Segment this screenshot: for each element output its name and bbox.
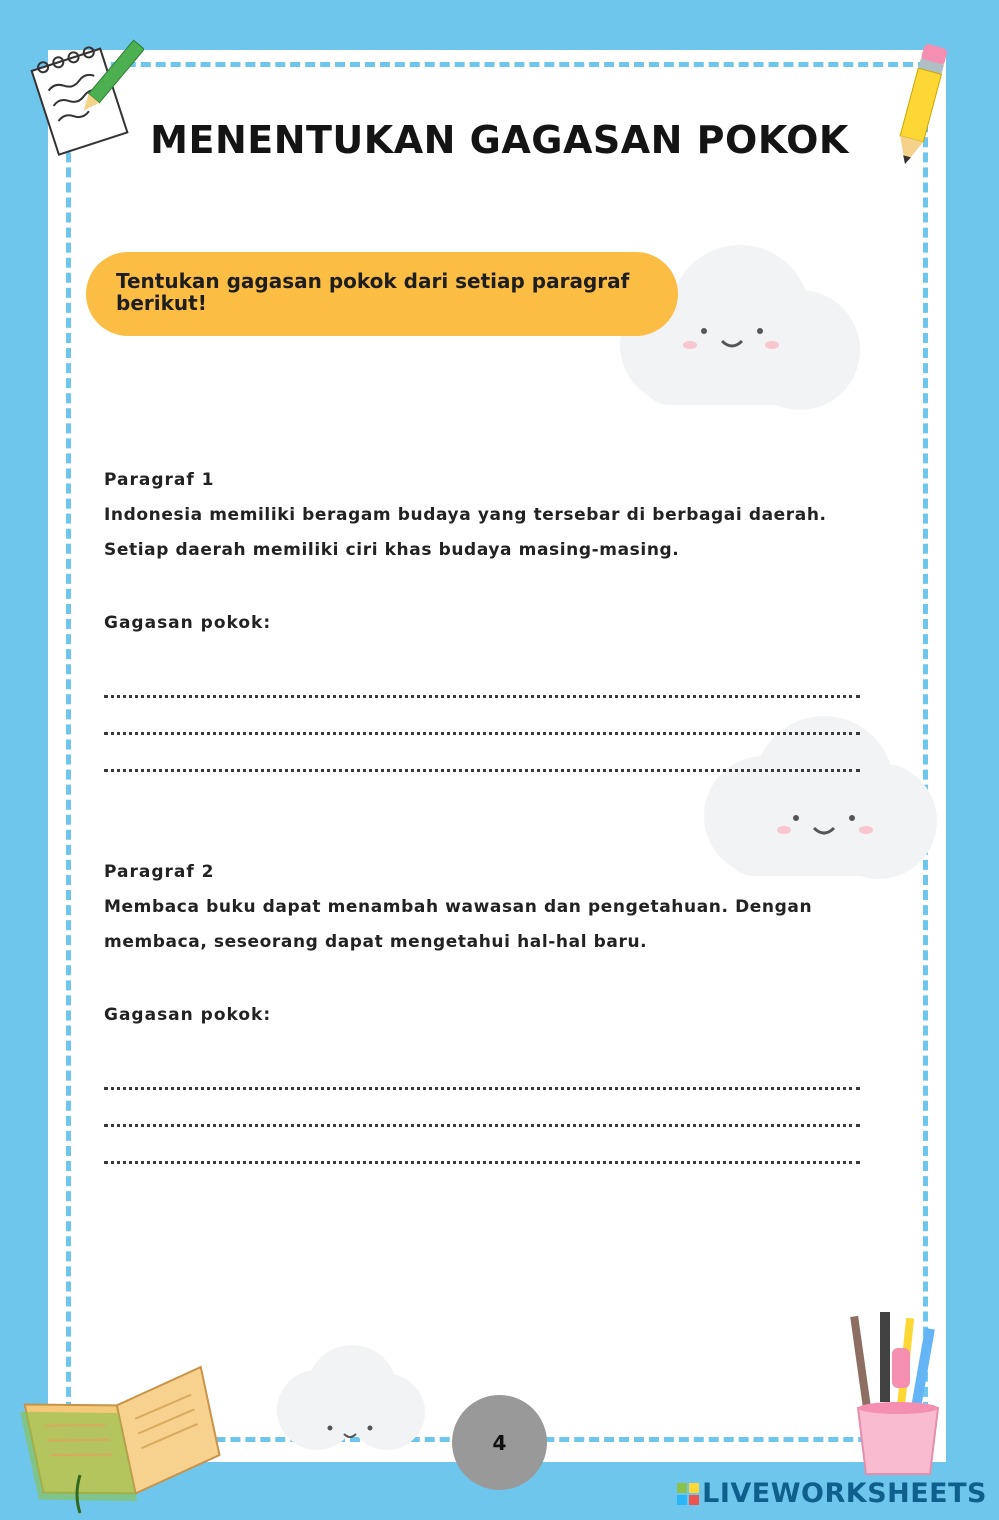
answer-line[interactable] [104,769,860,772]
liveworksheets-brand[interactable] [677,1478,987,1509]
answer-line[interactable] [104,1124,860,1127]
paragraph-1-answer-label: Gagasan pokok: [104,613,272,633]
paragraph-2-answer-label: Gagasan pokok: [104,1005,272,1025]
paragraph-1-label: Paragraf 1 [104,470,215,490]
paragraph-2-label: Paragraf 2 [104,862,215,882]
answer-line[interactable] [104,1087,860,1090]
answer-line[interactable] [104,695,860,698]
cloud-face-icon [262,1340,432,1450]
liveworksheets-logo-icon [677,1483,699,1505]
brand-name: LIVEWORKSHEETS [702,1478,987,1509]
answer-line[interactable] [104,1161,860,1164]
answer-line[interactable] [104,732,860,735]
page-number: 4 [452,1395,547,1490]
open-book-icon [10,1325,230,1515]
paragraph-1-text: Indonesia memiliki beragam budaya yang tersebar di berbagai daerah. Setiap daerah memiliki ciri khas budaya masing-masing. [104,505,827,560]
pencil-cup-icon [846,1308,946,1478]
page-title: MENENTUKAN GAGASAN POKOK [150,118,849,162]
paragraph-2-text: Membaca buku dapat menambah wawasan dan pengetahuan. Dengan membaca, seseorang dapat mengetahui hal-hal baru. [104,897,813,952]
instruction-banner: Tentukan gagasan pokok dari setiap paragraf berikut! [86,252,678,336]
